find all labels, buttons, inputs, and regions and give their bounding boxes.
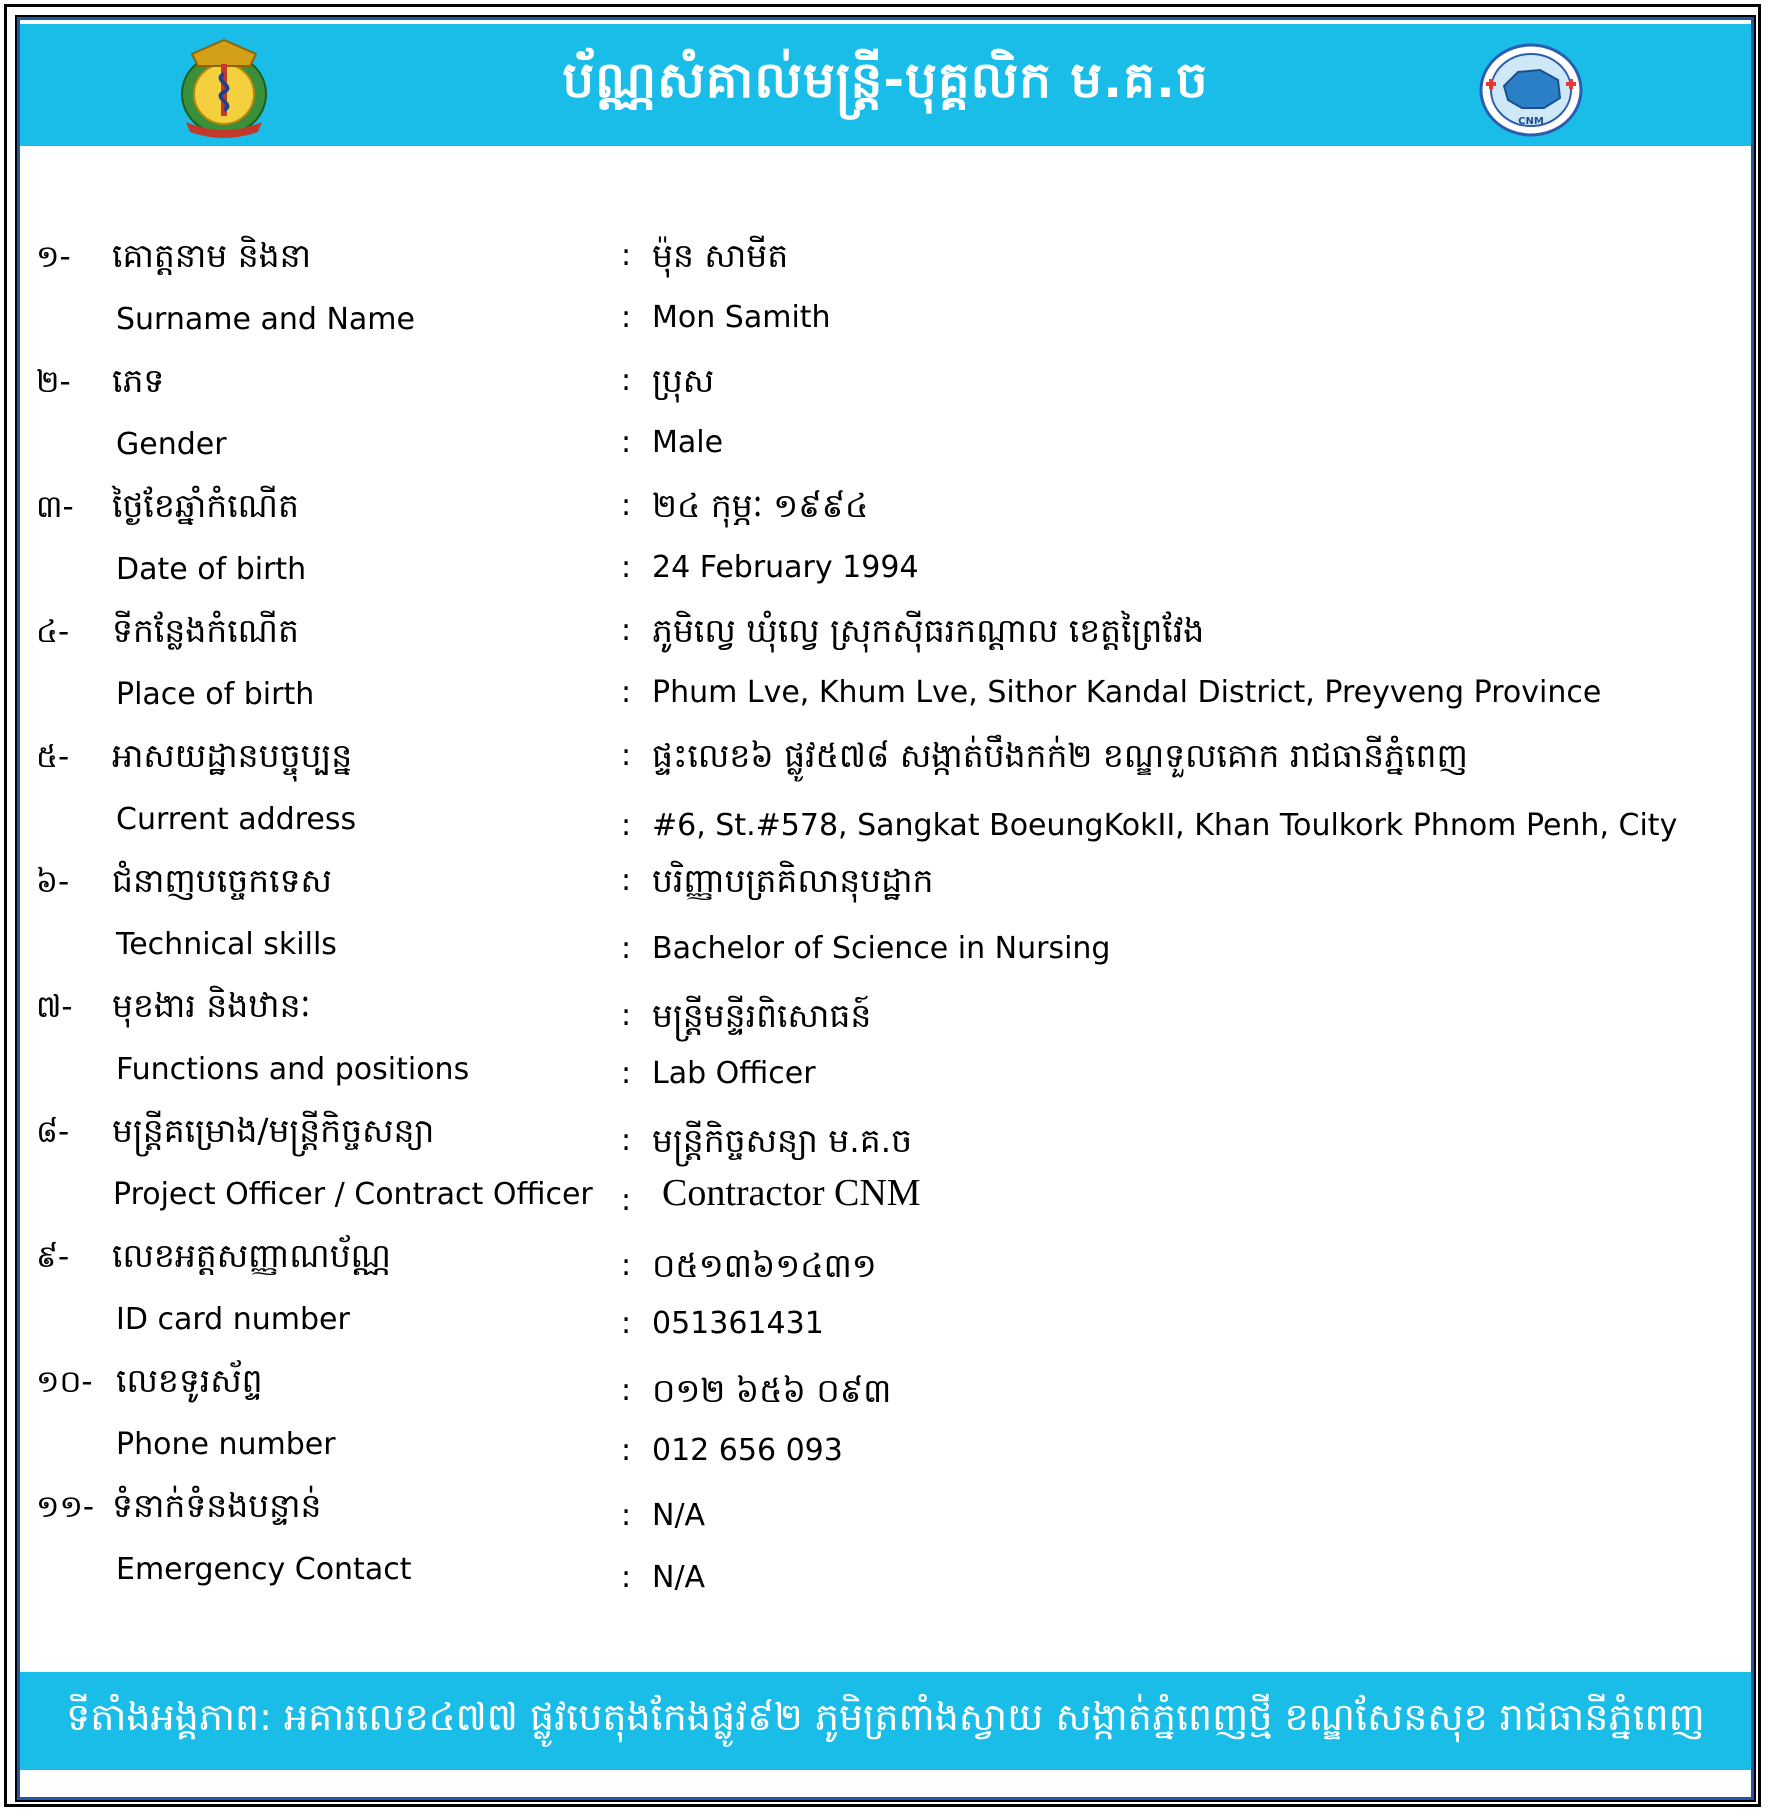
field-value-kh: ០៥១៣៦១៤៣១ xyxy=(652,1246,877,1285)
field-row-en xyxy=(0,1172,1737,1218)
field-value-kh: ផ្ទះលេខ៦ ផ្លូវ៥៧៨ សង្កាត់បឹងកក់២ ខណ្ឌទួលគោក រាជធានីភ្នំពេញ xyxy=(652,736,1468,775)
field-row-kh xyxy=(0,1111,1737,1160)
field-row-en xyxy=(0,1048,1737,1091)
field-row-en xyxy=(0,1548,1737,1595)
field-number: ១- xyxy=(36,239,71,275)
field-row-kh xyxy=(0,611,1737,651)
field-label-en: ID card number xyxy=(116,1302,350,1337)
field-value-kh: ០១២ ៦៥៦ ០៩៣ xyxy=(652,1371,892,1410)
field-value-en: Bachelor of Science in Nursing xyxy=(652,931,1111,966)
field-row-en xyxy=(0,1298,1737,1341)
field-label-en: Functions and positions xyxy=(116,1052,470,1087)
field-label-kh: គោត្តនាម និងនា xyxy=(112,236,312,275)
field-number: ៤- xyxy=(36,614,70,650)
field-value-kh: មន្ត្រីមន្ទីរពិសោធន៍ xyxy=(652,996,872,1035)
field-row-en xyxy=(0,298,1737,338)
field-number: ២- xyxy=(36,364,71,400)
field-label-kh: លេខអត្តសញ្ញាណប័ណ្ណ xyxy=(112,1236,391,1275)
field-label-kh: ភេទ xyxy=(112,361,165,400)
footer-banner xyxy=(20,1672,1751,1770)
field-label-en: Gender xyxy=(116,427,227,462)
field-row-kh xyxy=(0,486,1737,526)
colon: : xyxy=(621,238,632,273)
field-value-kh: បរិញ្ញាបត្រគិលានុបដ្ឋាក xyxy=(652,861,934,900)
colon: : xyxy=(621,1123,632,1158)
field-value-en: #6, St.#578, Sangkat BoeungKokII, Khan Toulkork Phnom Penh, City xyxy=(652,808,1678,843)
field-label-kh: ជំនាញបច្ចេកទេស xyxy=(112,861,332,900)
field-row-en xyxy=(0,923,1737,966)
colon: : xyxy=(621,425,632,460)
field-value-en: N/A xyxy=(652,1560,706,1595)
ministry-emblem-icon xyxy=(172,34,276,140)
field-label-en: Date of birth xyxy=(116,552,307,587)
colon: : xyxy=(621,488,632,523)
colon: : xyxy=(621,1056,632,1091)
colon: : xyxy=(621,808,632,843)
colon: : xyxy=(621,1183,632,1218)
field-row-kh xyxy=(0,361,1737,401)
field-row-en xyxy=(0,548,1737,588)
colon: : xyxy=(621,1248,632,1283)
colon: : xyxy=(621,863,632,898)
field-label-kh: ទីកន្លែងកំណើត xyxy=(112,611,299,650)
field-label-kh: ទំនាក់ទំនងបន្ទាន់ xyxy=(112,1486,322,1525)
colon: : xyxy=(621,363,632,398)
field-label-en: Technical skills xyxy=(116,927,337,962)
field-label-kh: ថ្ងៃខែឆ្នាំកំណើត xyxy=(112,486,299,525)
field-label-en: Emergency Contact xyxy=(116,1552,412,1587)
colon: : xyxy=(621,1373,632,1408)
office-address: ទីតាំងអង្គភាព: អគារលេខ៤៧៧ ផ្លូវបេតុងកែងផ្លូវ៩២ ភូមិត្រពាំងស្វាយ សង្កាត់ភ្នំពេញថ្មី ខណ្ឌសែនសុខ រាជធានីភ្នំពេញ xyxy=(66,1695,1705,1739)
field-label-en: Place of birth xyxy=(116,677,315,712)
field-value-en: 051361431 xyxy=(652,1306,824,1341)
colon: : xyxy=(621,675,632,710)
field-value-en: Contractor CNM xyxy=(662,1172,921,1214)
colon: : xyxy=(621,1306,632,1341)
field-number: ៧- xyxy=(36,989,73,1025)
field-row-kh xyxy=(0,1361,1737,1410)
colon: : xyxy=(621,550,632,585)
field-row-kh xyxy=(0,986,1737,1035)
colon: : xyxy=(621,1560,632,1595)
field-label-kh: លេខទូរស័ព្ទ xyxy=(116,1361,263,1400)
field-number: ៩- xyxy=(36,1239,70,1275)
field-value-kh: ម៉ុន សាមីត xyxy=(652,236,789,275)
field-value-en: Male xyxy=(652,425,724,460)
field-value-en: 012 656 093 xyxy=(652,1433,843,1468)
field-value-kh: ប្រុស xyxy=(652,361,715,400)
field-value-en: Phum Lve, Khum Lve, Sithor Kandal District, Preyveng Province xyxy=(652,675,1602,710)
field-row-en xyxy=(0,673,1737,713)
field-value-en: Lab Officer xyxy=(652,1056,816,1091)
card-title: ប័ណ្ណសំគាល់មន្ត្រី-បុគ្គលិក ម.គ.ច xyxy=(562,50,1209,109)
field-label-en: Project Officer / Contract Officer xyxy=(113,1177,593,1212)
field-row-en xyxy=(0,798,1737,843)
field-row-kh xyxy=(0,1486,1737,1533)
field-label-kh: មុខងារ និងឋានៈ xyxy=(112,986,311,1025)
cnm-logo-icon xyxy=(1478,42,1584,138)
field-label-en: Current address xyxy=(116,802,357,837)
field-row-kh xyxy=(0,236,1737,276)
field-row-kh xyxy=(0,736,1737,776)
field-value-kh: ២៤ កុម្ភៈ ១៩៩៤ xyxy=(652,486,869,525)
field-number: ៣- xyxy=(36,489,74,525)
field-value-en: Mon Samith xyxy=(652,300,831,335)
field-number: ៥- xyxy=(36,739,70,775)
field-value-kh: មន្ត្រីកិច្ចសន្យា ម.គ.ច xyxy=(652,1121,913,1160)
field-label-kh: អាសយដ្ឋានបច្ចុប្បន្ន xyxy=(112,736,353,775)
field-number: ៦- xyxy=(36,864,70,900)
cnm-logo-text: CNM xyxy=(1518,116,1544,127)
field-row-kh xyxy=(0,1236,1737,1285)
field-row-en xyxy=(0,1423,1737,1468)
colon: : xyxy=(621,613,632,648)
colon: : xyxy=(621,931,632,966)
colon: : xyxy=(621,738,632,773)
field-label-kh: មន្ត្រីគម្រោង/មន្ត្រីកិច្ចសន្យា xyxy=(112,1111,435,1150)
colon: : xyxy=(621,998,632,1033)
field-value-kh: ភូមិល្វេ ឃុំល្វេ ស្រុកស៊ីធរកណ្តាល ខេត្តព្រៃវែង xyxy=(652,611,1205,650)
field-number: ៨- xyxy=(36,1114,70,1150)
field-number: ១០- xyxy=(36,1364,93,1400)
field-row-kh xyxy=(0,861,1737,901)
field-number: ១១- xyxy=(36,1489,95,1525)
field-value-en: 24 February 1994 xyxy=(652,550,919,585)
field-row-en xyxy=(0,423,1737,463)
field-label-en: Surname and Name xyxy=(116,302,415,337)
colon: : xyxy=(621,1498,632,1533)
colon: : xyxy=(621,300,632,335)
field-label-en: Phone number xyxy=(116,1427,336,1462)
colon: : xyxy=(621,1433,632,1468)
field-value-kh: N/A xyxy=(652,1498,706,1533)
